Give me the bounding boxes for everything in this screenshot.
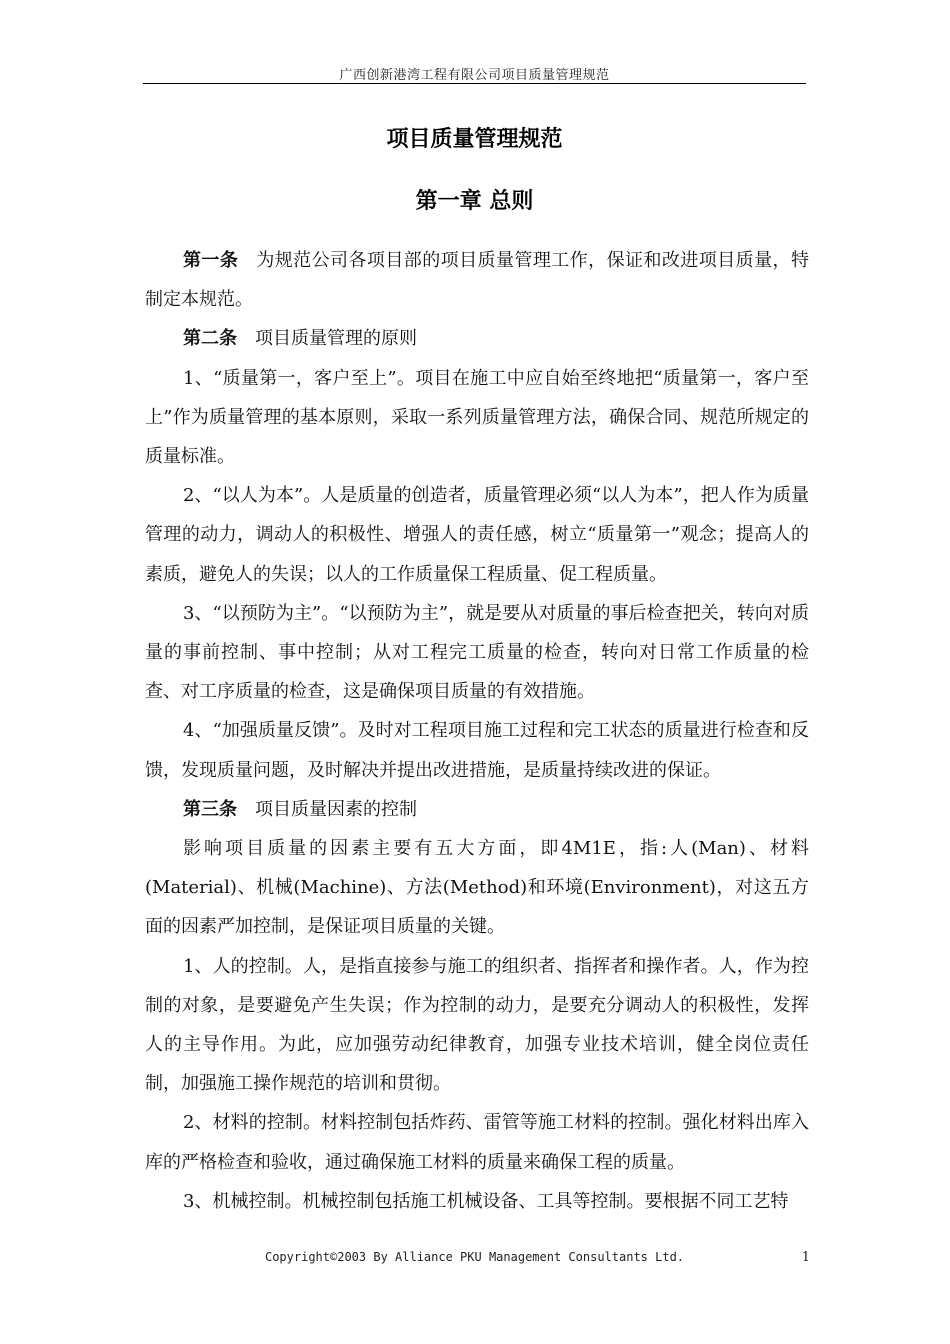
- clause-1-text: 为规范公司各项目部的项目质量管理工作，保证和改进项目质量，特制定本规范。: [145, 250, 809, 311]
- clause-2-item: 1、“质量第一，客户至上”。项目在施工中应自始至终地把“质量第一，客户至上”作为质量管理的基本原则，采取一系列质量管理方法，确保合同、规范所规定的质量标准。: [145, 367, 809, 468]
- clause-2-item: 4、“加强质量反馈”。及时对工程项目施工过程和完工状态的质量进行检查和反馈，发现质量问题，及时解决并提出改进措施，是质量持续改进的保证。: [145, 720, 809, 781]
- document-title: 项目质量管理规范: [386, 127, 563, 152]
- clause-1-label: 第一条: [183, 250, 239, 271]
- clause-3-item: 1、人的控制。人，是指直接参与施工的组织者、指挥者和操作者。人，作为控制的对象，是要避免产生失误；作为控制的动力，是要充分调动人的积极性，发挥人的主导作用。为此，应加强劳动纪律教育，加强专业技术培训，健全岗位责任制，加强施工操作规范的培训和贯彻。: [145, 955, 809, 1095]
- clause-3-item: 2、材料的控制。材料控制包括炸药、雷管等施工材料的控制。强化材料出库入库的严格检查和验收，通过确保施工材料的质量来确保工程的质量。: [145, 1112, 809, 1173]
- clause-2-item: 3、“以预防为主”。“以预防为主”，就是要从对质量的事后检查把关，转向对质量的事前控制、事中控制；从对工程完工质量的检查，转向对日常工作质量的检查、对工序质量的检查，这是确保项目质量的有效措施。: [145, 602, 809, 703]
- clause-2-text: 项目质量管理的原则: [255, 328, 417, 350]
- page-number: 1: [801, 1250, 810, 1265]
- clause-3-label: 第三条: [183, 798, 237, 820]
- clause-2-label: 第二条: [183, 328, 237, 350]
- document-body: [145, 241, 809, 1221]
- footer-copyright: Copyright©2003 By Alliance PKU Management Consultants Ltd.: [264, 1250, 685, 1264]
- clause-2-item: 2、“以人为本”。人是质量的创造者，质量管理必须“以人为本”，把人作为质量管理的动力，调动人的积极性、增强人的责任感，树立“质量第一”观念；提高人的素质，避免人的失误；以人的工作质量保工程质量、促工程质量。: [145, 485, 809, 585]
- running-header: 广西创新港湾工程有限公司项目质量管理规范: [339, 68, 610, 83]
- clause-2: [145, 319, 809, 358]
- header-divider: [143, 83, 806, 84]
- clause-3-intro: 影响项目质量的因素主要有五大方面，即4M1E，指:人(Man)、材料(Material)、机械(Machine)、方法(Method)和环境(Environment)，对这五方面的因素严加控制，是保证项目质量的关键。: [145, 838, 809, 938]
- clause-1: [145, 241, 809, 319]
- clause-3-text: 项目质量因素的控制: [255, 798, 417, 820]
- clause-3-item: 3、机械控制。机械控制包括施工机械设备、工具等控制。要根据不同工艺特: [183, 1190, 789, 1212]
- clause-3: [145, 790, 809, 829]
- chapter-title: 第一章 总则: [415, 189, 534, 214]
